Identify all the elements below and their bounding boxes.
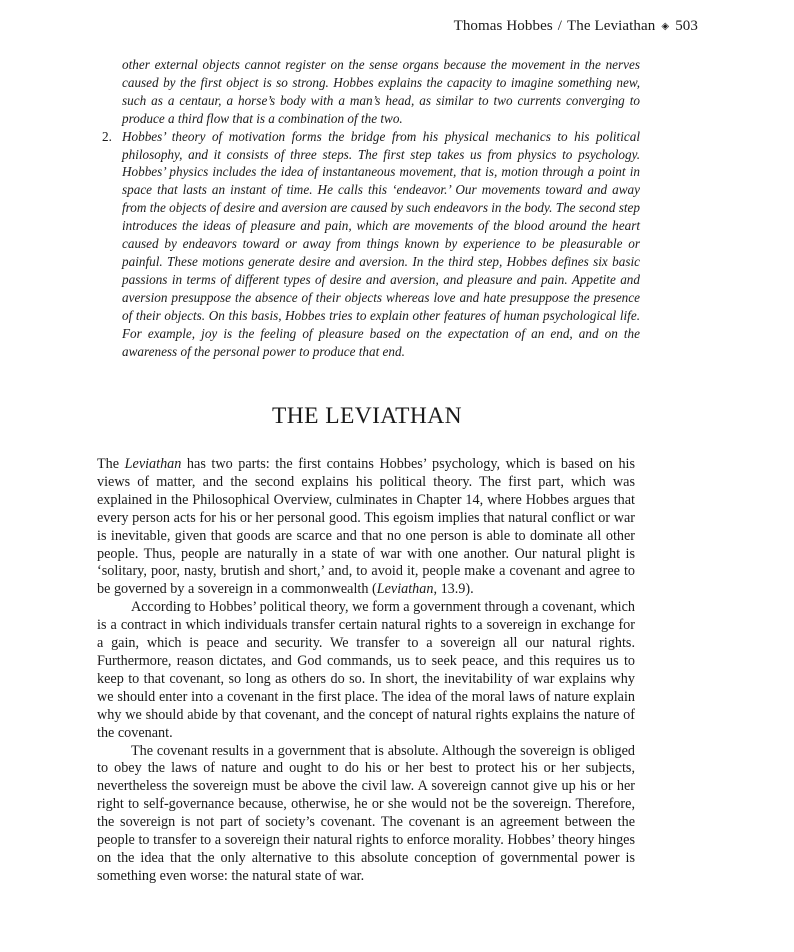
note-text: Hobbes’ theory of motivation forms the bridge from his physical mechanics to his political philosophy, and it consists of three steps. The first step takes us from physics to psychology. Hobbes’ physics includes the idea of instantaneous movement, that is, motion through a point in space that lasts an instant of time. He calls this ‘endeavor.’ Our movements toward and away from the objects of desire and aversion are caused by such endeavors in the body. The second step introduces the ideas of pleasure and pain, which are movements of the blood around the heart caused by endeavors toward or away from things known by experience to be pleasurable or painful. These motions generate desire and aversion. In the third step, Hobbes defines six basic passions in terms of different types of desire and aversion, and pleasure and pain. Appetite and aversion presuppose the absence of their objects whereas love and hate presuppose the presence of their objects. On this basis, Hobbes tries to explain other features of human psychological life. For example, joy is the feeling of pleasure based on the expectation of an end, and on the awareness of the personal power to produce that end. (122, 128, 640, 359)
running-head-separator: / (557, 18, 563, 34)
running-head (454, 18, 698, 35)
section-title: THE LEVIATHAN (272, 403, 462, 429)
citation-title: Leviathan (376, 581, 434, 598)
note-continuation: other external objects cannot register on the sense organs because the movement in the nerves caused by the first object is so strong. Hobbes explains the capacity to imagine something new, such as a centaur, a horse’s body with a man’s head, as similar to two currents converging to produce a third flow that is a combination of the two. (122, 57, 640, 126)
paragraph-text: has two parts: the first contains Hobbes’ psychology, which is based on his views of matter, and the second explains his political theory. The first part, which was explained in the Philosophical Overview, culminates in Chapter 14, where Hobbes argues that every person acts for his or her personal good. This egoism implies that natural conflict or war is inevitable, given that goods are scarce and that no one person is able to dominate all other people. Thus, people are naturally in a state of war with one another. Our natural plight is ‘solitary, poor, nasty, brutish and short,’ and, to avoid it, people make a covenant and agree to be governed by a sovereign in a commonwealth ( (97, 456, 636, 598)
note-number: 2. (102, 128, 112, 144)
diamond-ornament-icon: ◈ (661, 21, 670, 32)
page-number: 503 (675, 18, 698, 34)
book-title: Leviathan (124, 456, 182, 472)
paragraph-text: , 13.9). (433, 581, 474, 598)
running-head-work: The Leviathan (567, 18, 656, 34)
running-head-author: Thomas Hobbes (453, 18, 553, 34)
body-paragraph-1 (97, 456, 635, 599)
note-item-2 (102, 128, 640, 361)
body-text (97, 456, 635, 886)
paragraph-text: The (97, 456, 125, 472)
body-paragraph-3: The covenant results in a government that is absolute. Although the sovereign is obliged to obey the laws of nature and ought to do his or her best to protect his or her subjects, nevertheless the sovereign must be above the civil law. A sovereign cannot give up his or her right to self-governance because, otherwise, he or she would not be the sovereign. Therefore, the sovereign is not part of society’s covenant. The covenant is an agreement between the people to transfer to a sovereign their natural rights to enforce morality. Hobbes’ theory hinges on the idea that the only alternative to this absolute conception of governmental power is something even worse: the natural state of war. (97, 742, 635, 884)
body-paragraph-2: According to Hobbes’ political theory, we form a government through a covenant, which is a contract in which individuals transfer certain natural rights to a sovereign in exchange for a gain, which is peace and security. We transfer to a sovereign all our natural rights. Furthermore, reason dictates, and God commands, us to seek peace, and this requires us to keep to that covenant, so long as others do so. In short, the inevitability of war explains why we should enter into a covenant in the first place. The idea of the moral laws of nature explain why we should abide by that covenant, and the concept of natural rights explains the nature of the covenant. (97, 599, 635, 741)
endnotes (102, 56, 640, 360)
